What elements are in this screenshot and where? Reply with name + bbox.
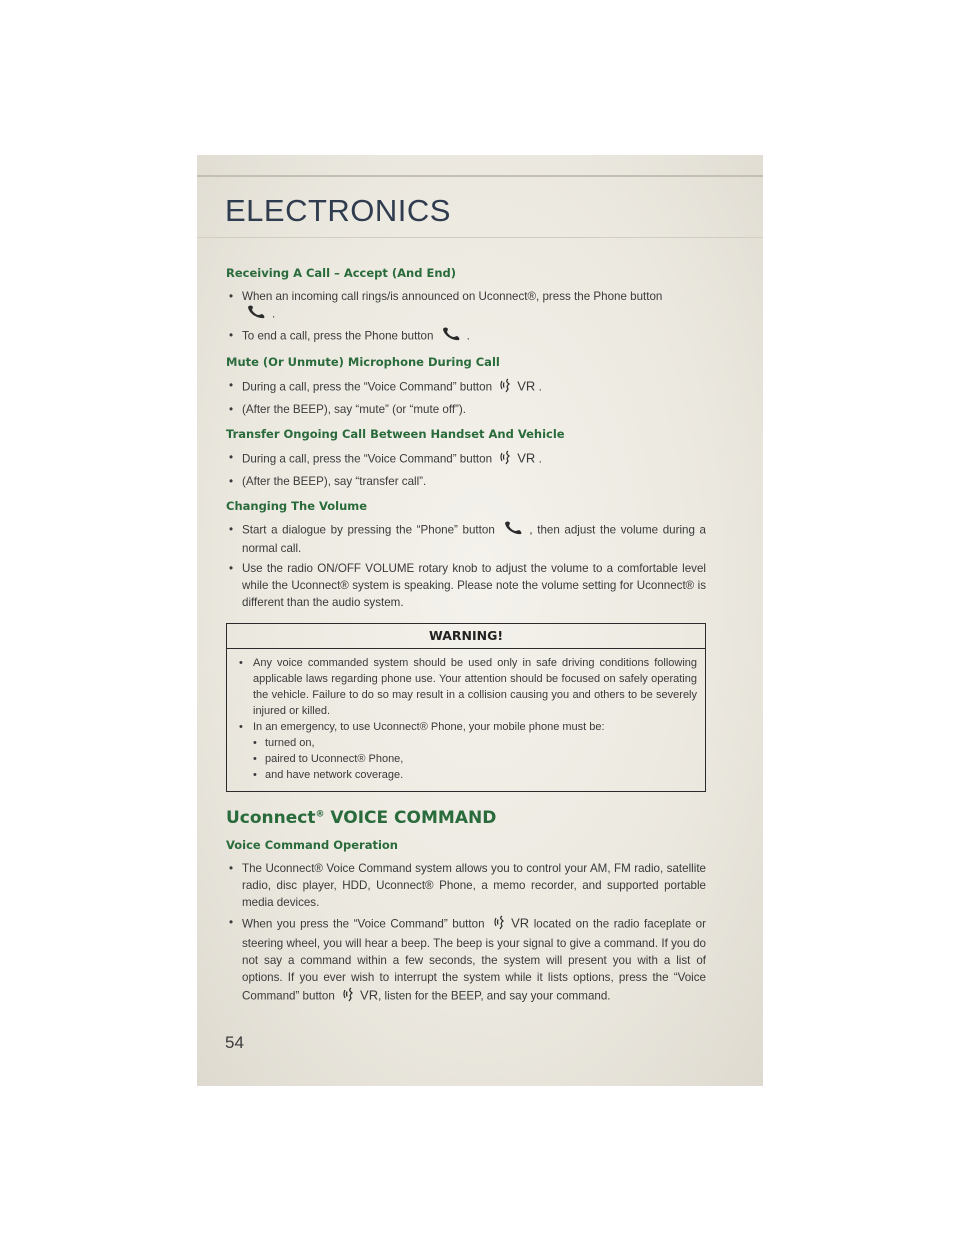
list-item: • Use the radio ON/OFF VOLUME rotary knob to adjust the volume to a comfortable level while the Uconnect® system is speaking. Please note the volume setting for Uconnect® is different than the audio system. [226,560,706,611]
warning-subitem: • and have network coverage. [253,767,697,783]
heading-receiving-call: Receiving A Call – Accept (And End) [226,266,456,280]
heading-voice-operation: Voice Command Operation [226,838,398,852]
warning-box [226,623,706,792]
phone-icon [503,521,525,540]
list-item: • During a call, press the “Voice Command” button VR . [226,377,706,398]
list-item: • To end a call, press the Phone button . [226,327,706,346]
header-top-rule [197,175,763,177]
list-item: • (After the BEEP), say “transfer call”. [226,473,706,490]
receiving-call-list [226,288,706,346]
voice-command-icon [499,449,513,470]
warning-body [227,649,705,791]
warning-subitem: • turned on, [253,735,697,751]
header-bottom-rule [197,237,763,238]
list-item: • The Uconnect® Voice Command system allows you to control your AM, FM radio, satellite radio, disc player, HDD, Uconnect® Phone, a memo recorder, and supported portable media devices. [226,860,706,911]
page-number: 54 [225,1033,244,1052]
phone-icon [246,305,268,324]
warning-subitem: • paired to Uconnect® Phone, [253,751,697,767]
heading-voice-command: Uconnect® VOICE COMMAND [226,808,497,828]
list-item: • When an incoming call rings/is announced on Uconnect®, press the Phone button . [226,288,706,324]
volume-list [226,521,706,611]
heading-mute: Mute (Or Unmute) Microphone During Call [226,355,500,369]
manual-page [197,155,763,1086]
list-item: • When you press the “Voice Command” button VR located on the radio faceplate or steering wheel, you will hear a beep. The beep is your signal to give a command. If you do not say a command within a few seconds, the system will present you with a list of options. If you ever wish to interrupt the system while it lists options, press the “Voice Command” button VR, listen for the BEEP, and say your command. [226,914,706,1007]
heading-transfer: Transfer Ongoing Call Between Handset And Vehicle [226,427,565,441]
warning-sublist [253,735,697,783]
voice-operation-list [226,860,706,1007]
mute-list [226,377,706,418]
page-content [226,265,706,1015]
voice-command-icon [342,986,356,1007]
warning-item: • Any voice commanded system should be used only in safe driving conditions following applicable laws regarding phone use. Your attention should be focused on safely operating the vehicle. Failure to do so may result in a collision causing you and others to be severely injured or killed. [237,655,697,719]
list-item: • Start a dialogue by pressing the “Phone” button , then adjust the volume during a normal call. [226,521,706,557]
list-item: • During a call, press the “Voice Command” button VR . [226,449,706,470]
warning-title: WARNING! [227,624,705,649]
warning-item: • In an emergency, to use Uconnect® Phone, your mobile phone must be: • turned on, • paired to Uconnect® Phone, • and have network coverage. [237,719,697,783]
section-title: ELECTRONICS [225,193,451,228]
heading-volume: Changing The Volume [226,499,368,513]
transfer-list [226,449,706,490]
phone-icon [441,327,463,346]
list-item: • (After the BEEP), say “mute” (or “mute off”). [226,401,706,418]
voice-command-icon [493,914,507,935]
voice-command-icon [499,377,513,398]
